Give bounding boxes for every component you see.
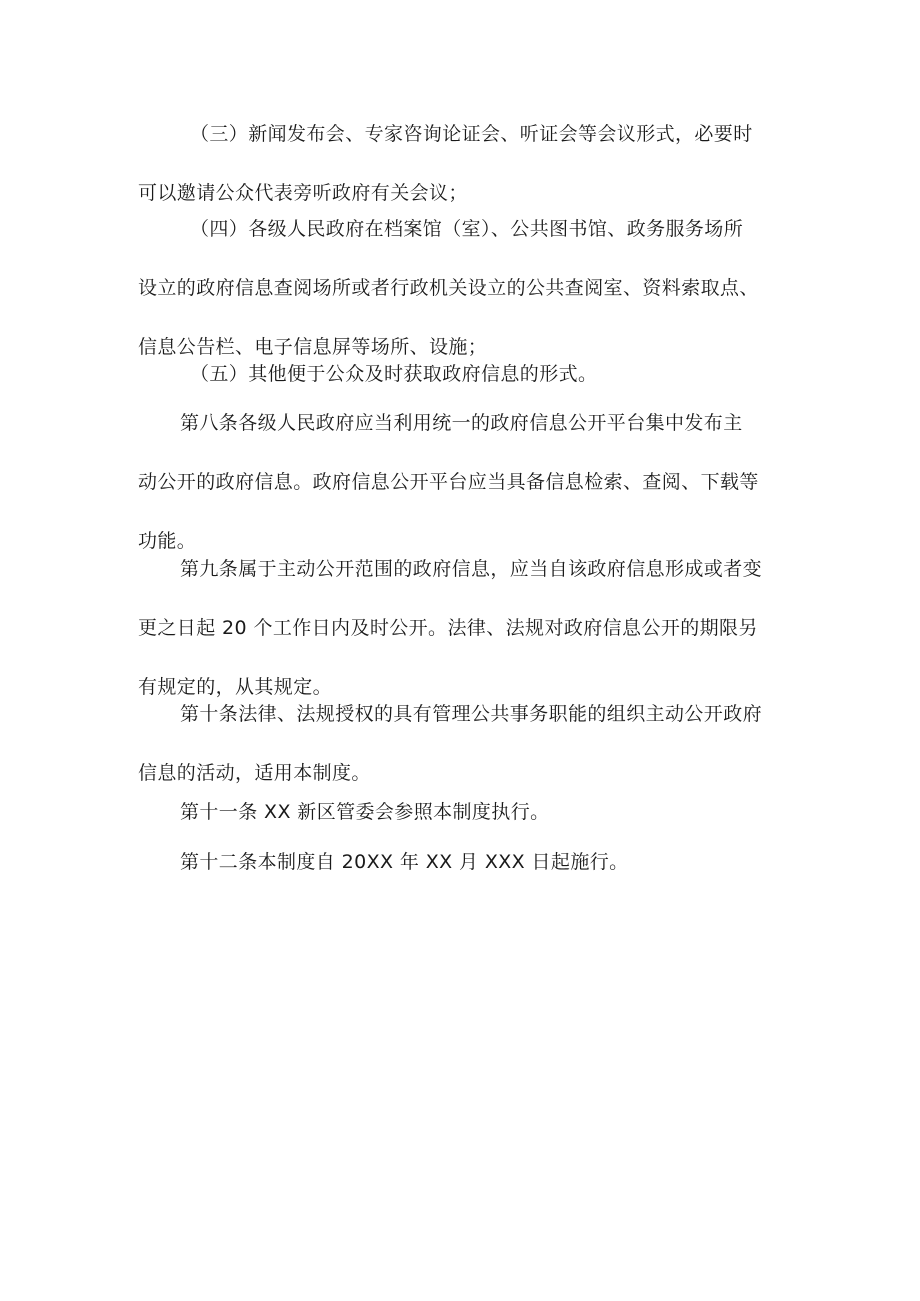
paragraph-line: 第九条属于主动公开范围的政府信息，应当自该政府信息形成或者变	[180, 558, 763, 580]
paragraph-line: （三）新闻发布会、专家咨询论证会、听证会等会议形式，必要时	[190, 123, 753, 145]
paragraph-line: （五）其他便于公众及时获取政府信息的形式。	[190, 363, 598, 385]
article-11	[138, 793, 788, 832]
paragraph-line: 可以邀请公众代表旁听政府有关会议；	[138, 182, 468, 204]
paragraph-line: 更之日起 20 个工作日内及时公开。法律、法规对政府信息公开的期限另	[138, 617, 758, 639]
paragraph-item-3	[138, 115, 788, 213]
article-12	[138, 843, 788, 882]
paragraph-line: 第十二条本制度自 20XX 年 XX 月 XXX 日起施行。	[180, 851, 629, 873]
paragraph-line: 动公开的政府信息。政府信息公开平台应当具备信息检索、查阅、下载等	[138, 471, 759, 493]
paragraph-line: 设立的政府信息查阅场所或者行政机关设立的公共查阅室、资料索取点、	[138, 277, 759, 299]
paragraph-line: （四）各级人民政府在档案馆（室）、公共图书馆、政务服务场所	[190, 218, 744, 240]
paragraph-line: 有规定的，从其规定。	[138, 676, 333, 698]
article-9	[138, 550, 788, 707]
paragraph-line: 第十条法律、法规授权的具有管理公共事务职能的组织主动公开政府	[180, 703, 763, 725]
paragraph-line: 功能。	[138, 530, 197, 552]
paragraph-line: 第八条各级人民政府应当利用统一的政府信息公开平台集中发布主	[180, 412, 743, 434]
paragraph-item-5	[138, 355, 788, 394]
article-10	[138, 695, 788, 793]
paragraph-item-4	[138, 210, 788, 367]
article-8	[138, 404, 788, 561]
paragraph-line: 第十一条 XX 新区管委会参照本制度执行。	[180, 801, 550, 823]
paragraph-line: 信息的活动，适用本制度。	[138, 762, 371, 784]
paragraph-line: 信息公告栏、电子信息屏等场所、设施；	[138, 336, 488, 358]
